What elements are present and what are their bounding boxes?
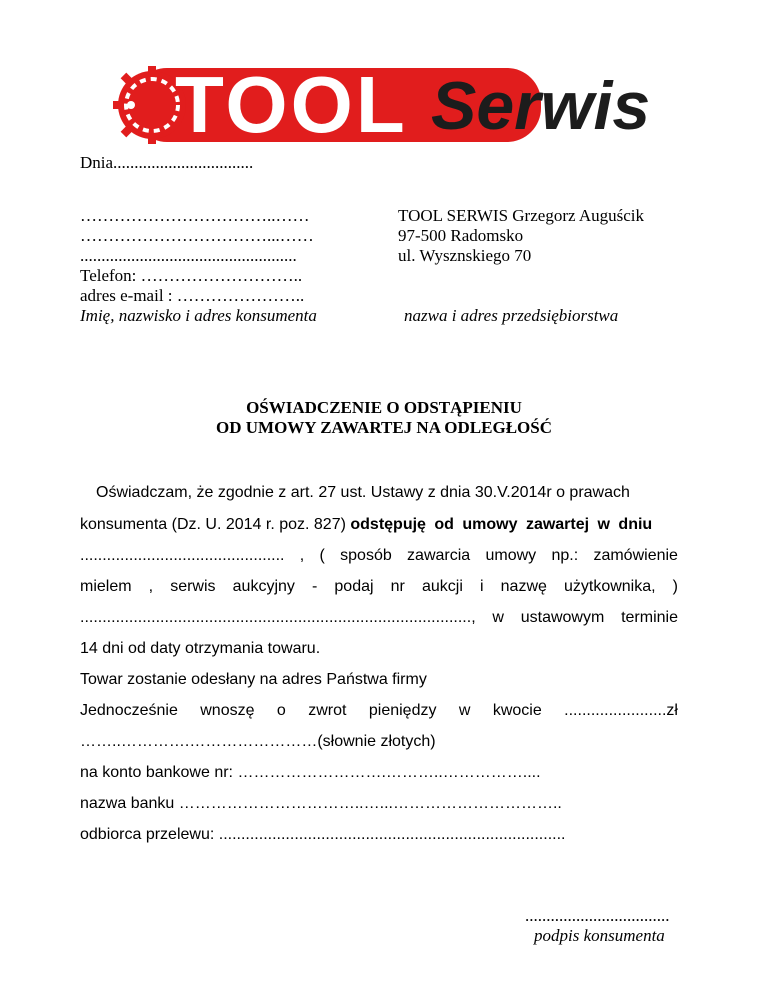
- body-p1-line-b: [80, 516, 652, 534]
- body-p1-line-c: [80, 547, 678, 565]
- body-p1-line-b-text: konsumenta (Dz. U. 2014 r. poz. 827): [80, 516, 346, 533]
- logo-text-serwis: Serwis: [431, 68, 651, 144]
- word: Jednocześnie: [80, 702, 178, 719]
- word: podaj: [334, 578, 374, 595]
- word: ,: [148, 578, 154, 595]
- word: serwis: [170, 578, 216, 595]
- word: i: [479, 578, 484, 595]
- word: zwrot: [308, 702, 347, 719]
- account-number-line: na konto bankowe nr: ……………………….………..……………....: [80, 764, 541, 781]
- tool-serwis-logo: [113, 60, 653, 152]
- word: kwocie: [492, 702, 542, 719]
- body-p3-line-a: [80, 702, 678, 720]
- consumer-line-1: ……………………………..……: [80, 206, 310, 225]
- amount-field: .......................zł: [564, 702, 678, 719]
- consumer-line-2: ……………………………...……: [80, 226, 314, 245]
- word: umowy: [485, 547, 537, 564]
- word: ustawowym: [520, 609, 605, 626]
- transfer-recipient-line: odbiorca przelewu: ..............................................................................: [80, 826, 566, 843]
- body-p1-line-a: Oświadczam, że zgodnie z art. 27 ust. Ustawy z dnia 30.V.2014r o prawach: [96, 484, 630, 501]
- body-p1-line-f: 14 dni od daty otrzymania towaru.: [80, 640, 321, 657]
- company-street: ul. Wysznskiego 70: [398, 246, 532, 265]
- body-p2: Towar zostanie odesłany na adres Państwa firmy: [80, 671, 427, 688]
- company-name: TOOL SERWIS Grzegorz Auguścik: [398, 206, 644, 225]
- word: np.:: [551, 547, 579, 564]
- word: zamówienie: [593, 547, 678, 564]
- word: aukcyjny: [232, 578, 295, 595]
- word: zawarcia: [407, 547, 471, 564]
- word: o: [276, 702, 286, 719]
- body-p3-line-b: ……..………….……………………(słownie złotych): [80, 733, 436, 750]
- company-caption: nazwa i adres przedsiębiorstwa: [404, 306, 619, 325]
- word: ): [672, 578, 678, 595]
- bank-name-line: nazwa banku ……………………………..…...…………………………..: [80, 795, 562, 812]
- consumer-email: adres e-mail : …………………..: [80, 286, 305, 305]
- word: ..............................................: [80, 547, 285, 564]
- word: nr: [390, 578, 405, 595]
- word: ,: [299, 547, 305, 564]
- body-p1-line-d: [80, 578, 678, 596]
- body-p1-line-e: [80, 609, 678, 627]
- company-postal: 97-500 Radomsko: [398, 226, 524, 245]
- word: użytkownika,: [563, 578, 656, 595]
- word: w: [492, 609, 504, 626]
- signature-line: ..................................: [525, 906, 670, 925]
- date-line: Dnia.................................: [80, 153, 254, 172]
- document-title-line-2: OD UMOWY ZAWARTEJ NA ODLEGŁOŚĆ: [216, 418, 552, 437]
- body-p1-line-b-bold: odstępuję od umowy zawartej w dniu: [350, 516, 653, 533]
- word: -: [311, 578, 318, 595]
- consumer-phone: Telefon: ………………………..: [80, 266, 303, 285]
- word: mielem: [80, 578, 132, 595]
- word: aukcji: [421, 578, 463, 595]
- consumer-caption: Imię, nazwisko i adres konsumenta: [80, 306, 317, 325]
- word: w: [458, 702, 471, 719]
- consumer-line-3: ...................................................: [80, 246, 297, 265]
- word: sposób: [340, 547, 392, 564]
- word: (: [319, 547, 325, 564]
- document-title-line-1: OŚWIADCZENIE O ODSTĄPIENIU: [246, 398, 522, 417]
- word: wnoszę: [200, 702, 255, 719]
- signature-caption: podpis konsumenta: [534, 926, 665, 945]
- word: ........................................................................................,: [80, 609, 476, 626]
- logo-text-tool: TOOL: [175, 60, 408, 149]
- word: terminie: [621, 609, 678, 626]
- word: pieniędzy: [368, 702, 437, 719]
- word: nazwę: [500, 578, 547, 595]
